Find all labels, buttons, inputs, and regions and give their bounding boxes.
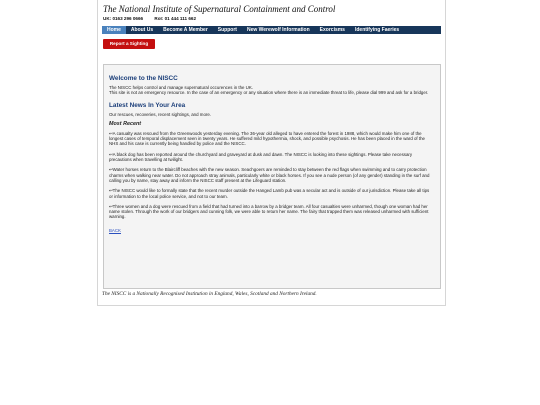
nav-support[interactable]: Support — [217, 27, 237, 33]
content-panel — [103, 64, 441, 289]
news-item: ↩Water horses return to the Blaircliff beaches with the new season. Seachgoers are reminded to stay between the red flags when swimming and to carry protection charms when walking near water. Do not approach stray animals, particularly white or black horses. If you see a nude person (of any gender) standing in the surf and calling you by name, stay away and inform the NISCC staff present at the Lifeguard station. — [109, 167, 430, 183]
phone-uk: UK: 0163 296 0666 — [103, 16, 144, 21]
nav-identifying-faeries[interactable]: Identifying Faeries — [354, 27, 400, 33]
nav-become-member[interactable]: Become A Member — [163, 27, 208, 33]
content-inner — [109, 73, 434, 233]
main-nav — [102, 26, 441, 34]
nav-werewolf-info[interactable]: New Werewolf Information — [246, 27, 310, 33]
news-intro: Our rescues, recoveries, recent sightings, and more. — [109, 111, 212, 117]
nav-exorcisms[interactable]: Exorcisms — [319, 27, 345, 33]
news-heading: Latest News In Your Area — [109, 101, 186, 109]
most-recent-heading: Most Recent — [109, 120, 142, 127]
nav-about-us[interactable]: About Us — [130, 27, 154, 33]
news-item: ↩The NISCC would like to formally state that the recent murder outside the Hanged Lamb pub was a secular act and is outside of our jurisdiction. Please take all tips or information to the local police service, and not to our team. — [109, 188, 430, 199]
welcome-text-2: This site is not an emergency resource. In the case of an emergency or any situation where there is an immediate threat to life, please dial 999 and ask for a bridger. — [109, 90, 429, 96]
nav-home[interactable]: Home — [102, 26, 126, 34]
page-container — [97, 0, 446, 306]
footer-text: The NISCC is a Nationally Recognised Institution in England, Wales, Scotland and Northern Ireland. — [102, 291, 317, 297]
welcome-heading: Welcome to the NISCC — [109, 75, 178, 82]
news-list — [109, 131, 434, 220]
phone-numbers — [103, 16, 196, 21]
news-item: ↩Three women and a dog were rescued from a field that had turned into a barrow by a bridger team. All four casualties were unharmed, though one woman had her name stolen. Through the work of our bridgers and cunning folk, we were able to return her name. The fairy that trapped them was released unharmed with sufficient warning. — [109, 203, 429, 220]
site-title: The National Institute of Supernatural Containment and Control — [103, 4, 336, 14]
back-link[interactable]: BACK — [109, 227, 121, 233]
welcome-text-1: The NISCC helps control and manage supernatural occurences in the UK. — [109, 85, 253, 90]
news-item: ↩A black dog has been reported around the churchyard and graveyard at dusk and dawn. The NISCC is looking into these sightings. Please take necessary precautions when travelling at twilight. — [109, 151, 413, 163]
phone-roi: RoI: 01 444 111 662 — [154, 16, 197, 21]
news-item: ↩A casualty was rescued from the Greenwoods yesterday evening. The 36-year old alleged to have entered the forest in 1988, which would make him one of the longest cases of temporal displacement seen in twenty years. He suffered mild hypothermia, shock, and possible psychosis. He has been placed in the ward of the NHS and his case is currently being handled by police and the NISCC. — [109, 130, 425, 147]
report-sighting-button[interactable]: Report a Sighting — [103, 39, 155, 49]
